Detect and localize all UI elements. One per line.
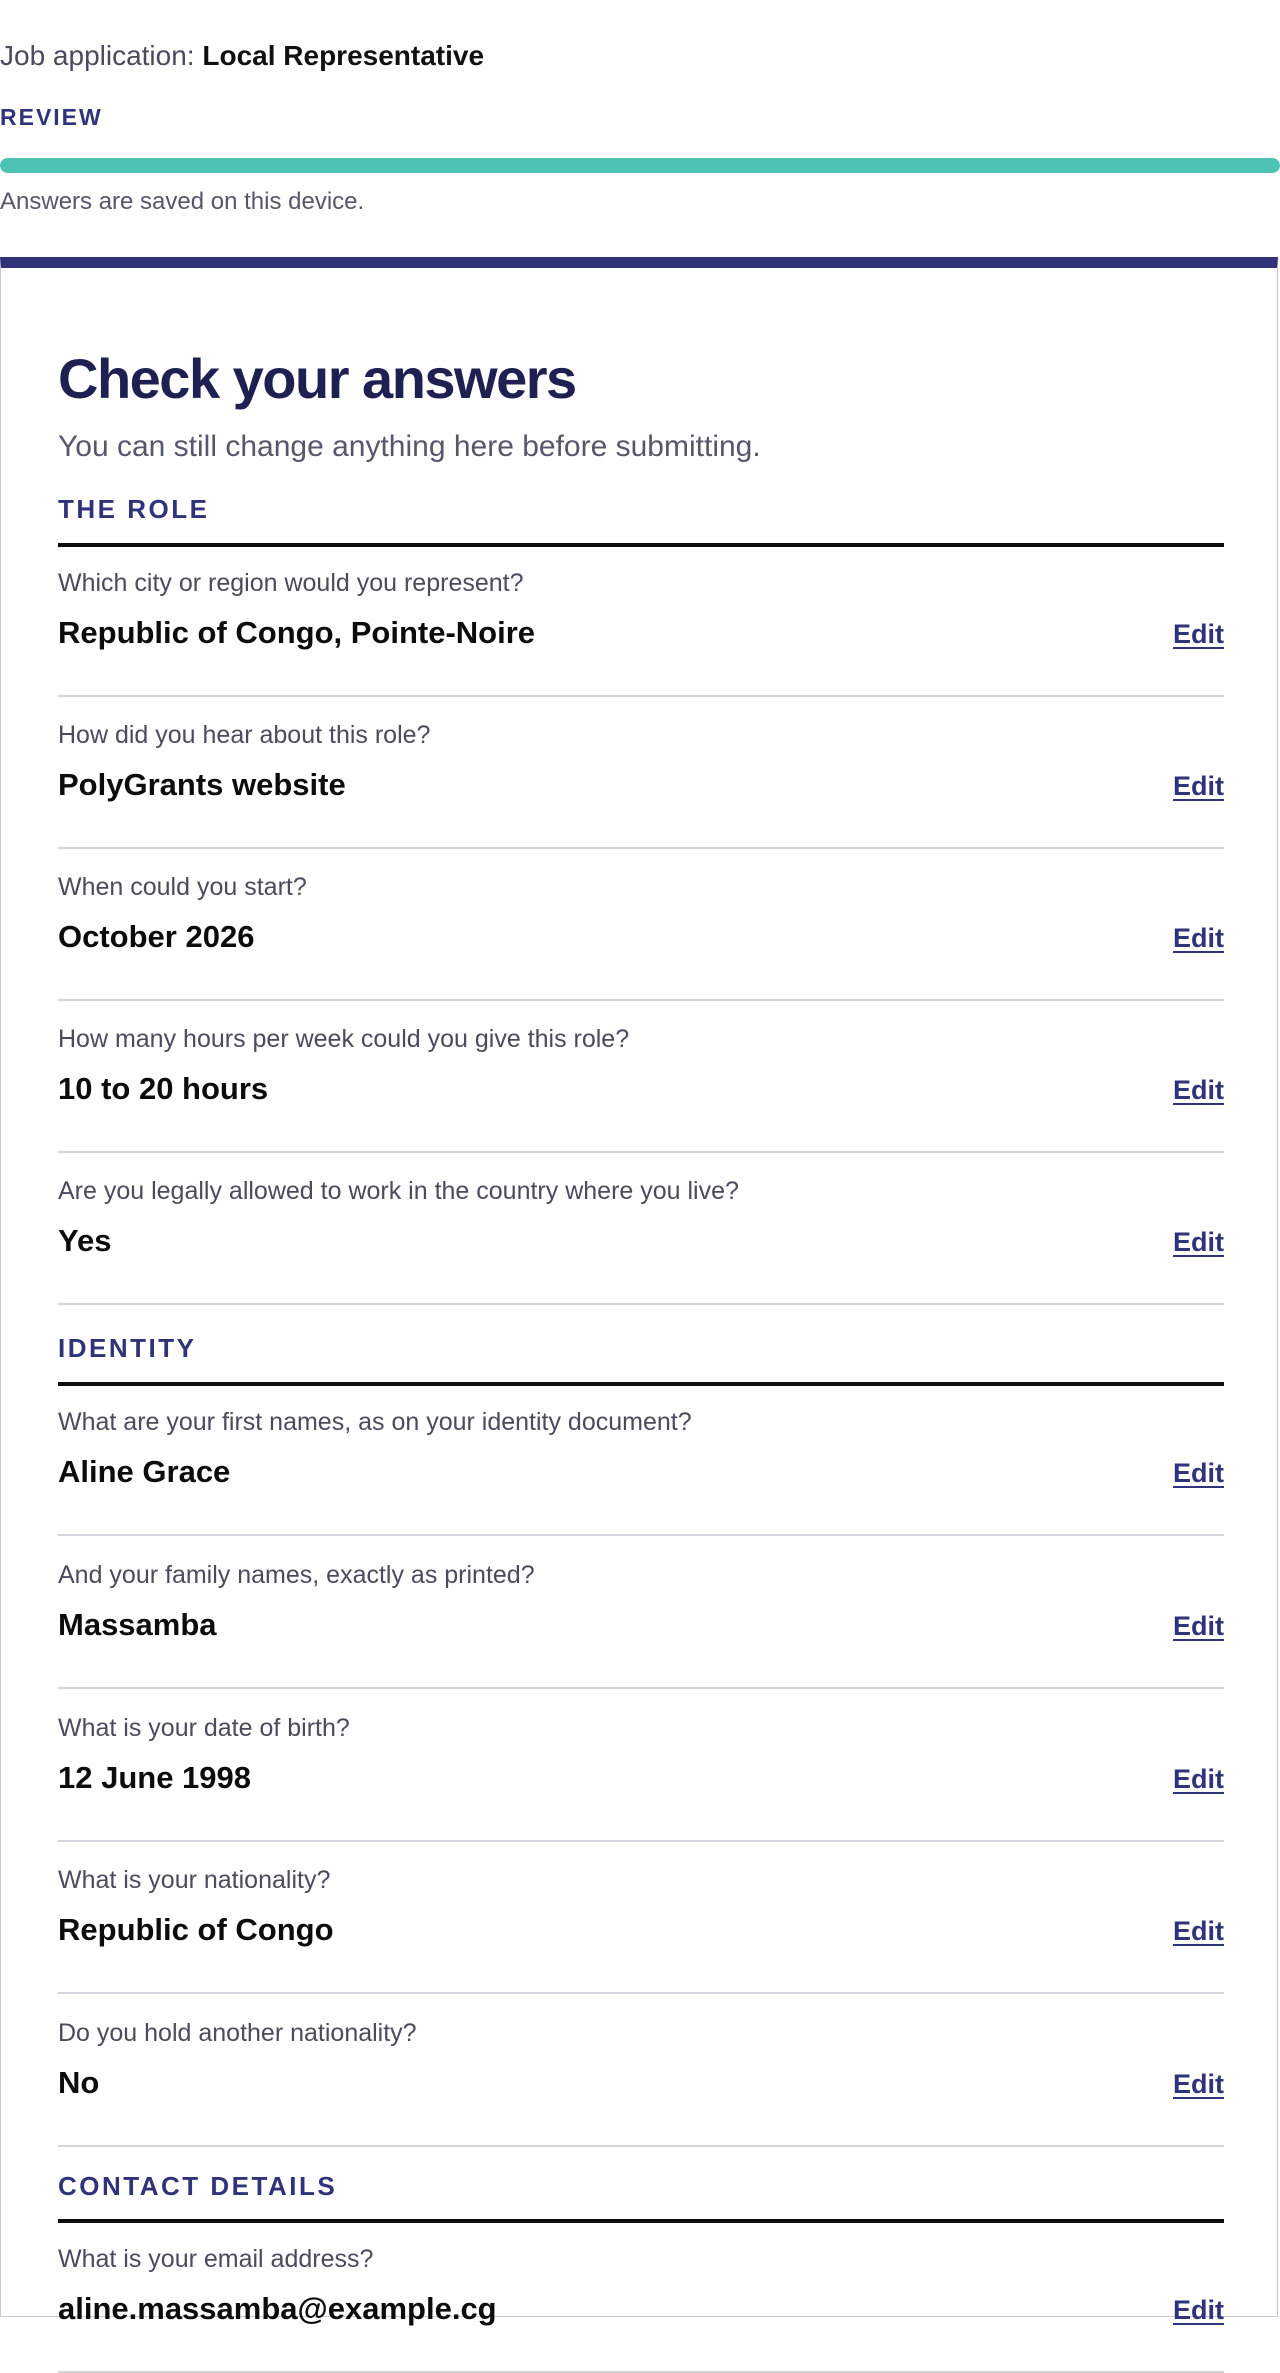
answer-value: October 2026 [58,919,255,954]
edit-family-names-link[interactable]: Edit [1173,1611,1224,1641]
answer-value: Republic of Congo [58,1912,334,1947]
question-label: What is your date of birth? [58,1714,350,1742]
edit-work-permission-link[interactable]: Edit [1173,1227,1224,1257]
answer-value: Republic of Congo, Pointe-Noire [58,615,536,650]
answer-row-other-nationality [58,1997,1224,2147]
edit-email-link[interactable]: Edit [1173,2295,1224,2325]
edit-source-link[interactable]: Edit [1173,771,1224,801]
edit-hours-link[interactable]: Edit [1173,1075,1224,1105]
review-card [0,257,1278,2326]
edit-start-date-link[interactable]: Edit [1173,923,1224,953]
question-label: What are your first names, as on your identity document? [58,1408,692,1436]
answer-value: 10 to 20 hours [58,1071,269,1106]
intro-text: You can still change anything here before submitting. [58,430,761,463]
question-label: When could you start? [58,873,307,901]
question-label: Are you legally allowed to work in the country where you live? [58,1177,739,1205]
answer-row-hours [58,1003,1224,1153]
page-title: Check your answers [58,347,576,410]
edit-region-link[interactable]: Edit [1173,619,1224,649]
question-label: How did you hear about this role? [58,721,431,749]
answer-row-start-date [58,851,1224,1001]
question-label: How many hours per week could you give this role? [58,1025,630,1053]
question-label: What is your email address? [58,2245,374,2273]
edit-date-of-birth-link[interactable]: Edit [1173,1764,1224,1794]
answer-value: PolyGrants website [58,767,346,802]
section-title-contact-details: CONTACT DETAILS [58,2171,338,2201]
application-title [0,40,484,72]
answer-value: aline.massamba@example.cg [58,2291,497,2326]
answer-value: Aline Grace [58,1454,231,1489]
answer-row-date-of-birth [58,1692,1224,1842]
save-note: Answers are saved on this device. [0,188,365,215]
answer-row-nationality [58,1844,1224,1994]
section-title-identity: IDENTITY [58,1333,197,1363]
answer-row-work-permission [58,1155,1224,1305]
answer-value: 12 June 1998 [58,1760,252,1795]
step-label: REVIEW [0,104,103,130]
application-prefix: Job application: [0,40,195,71]
edit-nationality-link[interactable]: Edit [1173,1916,1224,1946]
answer-row-region [58,547,1224,697]
edit-first-names-link[interactable]: Edit [1173,1458,1224,1488]
answer-row-family-names [58,1539,1224,1689]
section-title-the-role: THE ROLE [58,494,210,524]
question-label: And your family names, exactly as printed? [58,1561,535,1589]
role-title: Local Representative [202,40,485,71]
question-label: Do you hold another nationality? [58,2019,417,2047]
answer-value: Yes [58,1223,112,1258]
answer-row-first-names [58,1386,1224,1536]
answer-value: Massamba [58,1607,217,1642]
question-label: What is your nationality? [58,1866,331,1894]
progress-fill [0,158,1280,173]
answer-row-source [58,699,1224,849]
question-label: Which city or region would you represent? [58,569,524,597]
progress-bar [0,158,1280,173]
edit-other-nationality-link[interactable]: Edit [1173,2069,1224,2099]
answer-row-email [58,2223,1224,2373]
answer-value: No [58,2065,100,2100]
